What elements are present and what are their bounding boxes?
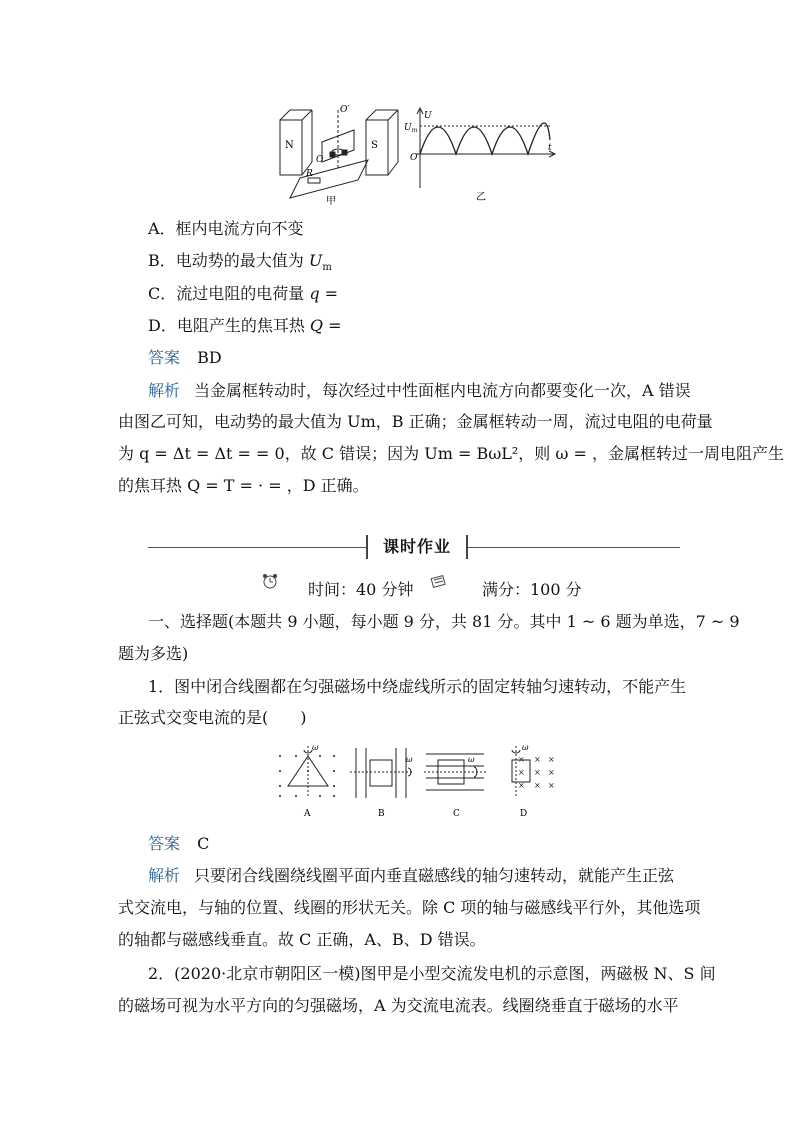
svg-text:×: ×: [534, 755, 541, 764]
answer-label: 答案: [148, 834, 181, 853]
section-title-box: [366, 535, 468, 559]
label-a: A: [304, 809, 311, 819]
option-d: D．电阻产生的焦耳热 Q =: [148, 316, 342, 335]
full-score: 满分：100 分: [482, 580, 582, 599]
label-b: B: [378, 809, 385, 819]
section-title: 课时作业: [382, 537, 451, 556]
voltage-graph: [416, 108, 555, 188]
figure-a-dots: [279, 755, 335, 797]
figure-yi-label: 乙: [476, 192, 486, 203]
part1-line-1: 一、选择题(本题共 9 小题，每小题 9 分，共 81 分。其中 1 ~ 6 题为单选，7 ~ 9: [148, 612, 740, 631]
answer-2: [148, 833, 209, 855]
omega-a: ω: [312, 743, 319, 752]
svg-text:×: ×: [548, 768, 555, 777]
label-c: C: [453, 809, 460, 819]
q1-line-2: 正弦式交变电流的是( ): [118, 708, 307, 727]
label-d: D: [520, 809, 528, 819]
magnet-s-label: S: [371, 140, 378, 151]
figure-generator-and-graph: [270, 100, 570, 210]
svg-text:×: ×: [518, 768, 525, 777]
figure-c: [424, 754, 486, 790]
time-limit: 时间：40 分钟: [308, 580, 414, 599]
analysis-1-line-4: 的焦耳热 Q = T = · = ，D 正确。: [118, 476, 369, 495]
option-c: C．流过电阻的电荷量 q =: [148, 284, 339, 303]
svg-text:×: ×: [534, 781, 541, 790]
analysis-1-line-2: 由图乙可知，电动势的最大值为 Um，B 正确；金属框转动一周，流过电阻的电荷量: [118, 412, 713, 431]
omega-d: ω: [522, 743, 529, 752]
q1-figures: [268, 742, 568, 822]
figure-jia-label: 甲: [326, 196, 336, 207]
clock-icon: [262, 573, 278, 589]
answer-value: C: [197, 834, 210, 853]
graph-t-label: t: [548, 143, 552, 153]
magnet-n-label: N: [285, 140, 294, 151]
part1-line-2: 题为多选): [118, 644, 189, 663]
analysis-1-line-1: 解析 当金属框转动时，每次经过中性面框内电流方向都要变化一次，A 错误: [148, 381, 691, 400]
svg-text:×: ×: [518, 755, 525, 764]
figure-d-crosses: [518, 755, 555, 790]
answer-value: BD: [197, 348, 222, 367]
answer-1: [148, 347, 222, 369]
figure-b: [350, 748, 412, 798]
analysis-2-line-1: 解析 只要闭合线圈绕线圈平面内垂直磁感线的轴匀速转动，就能产生正弦: [148, 866, 675, 885]
analysis-2-line-3: 的轴都与磁感线垂直。故 C 正确，A、B、D 错误。: [118, 930, 486, 949]
svg-text:×: ×: [518, 781, 525, 790]
svg-text:×: ×: [548, 781, 555, 790]
q1-line-1: 1．图中闭合线圈都在匀强磁场中绕虚线所示的固定转轴匀速转动，不能产生: [148, 677, 687, 696]
graph-um-label: $U_m$: [404, 123, 418, 134]
svg-text:×: ×: [534, 768, 541, 777]
axis-o-label: O: [316, 155, 324, 165]
graph-u-label: U: [424, 111, 432, 121]
analysis-1-line-3: 为 q = Δt = Δt = = 0，故 C 错误；因为 Um = BωL²，则 ω = ，金属框转过一周电阻产生: [118, 444, 784, 463]
q2-line-1: 2．(2020·北京市朝阳区一模)图甲是小型交流发电机的示意图，两磁极 N、S 间: [148, 964, 716, 983]
resistor-label: R: [306, 169, 313, 179]
score-icon: [430, 573, 448, 589]
analysis-2-line-2: 式交流电，与轴的位置、线圈的形状无关。除 C 项的轴与磁感线平行外，其他选项: [118, 898, 701, 917]
graph-origin-label: O: [410, 153, 418, 163]
option-a: A．框内电流方向不变: [148, 219, 304, 238]
axis-o-prime-label: O′: [340, 105, 350, 115]
q2-line-2: 的磁场可视为水平方向的匀强磁场，A 为交流电流表。线圈绕垂直于磁场的水平: [118, 996, 679, 1015]
answer-label: 答案: [148, 348, 181, 367]
omega-c: ω: [468, 755, 475, 764]
svg-text:×: ×: [548, 755, 555, 764]
option-b: B．电动势的最大值为 $U_m$: [148, 251, 332, 274]
omega-b: ω: [406, 755, 413, 764]
